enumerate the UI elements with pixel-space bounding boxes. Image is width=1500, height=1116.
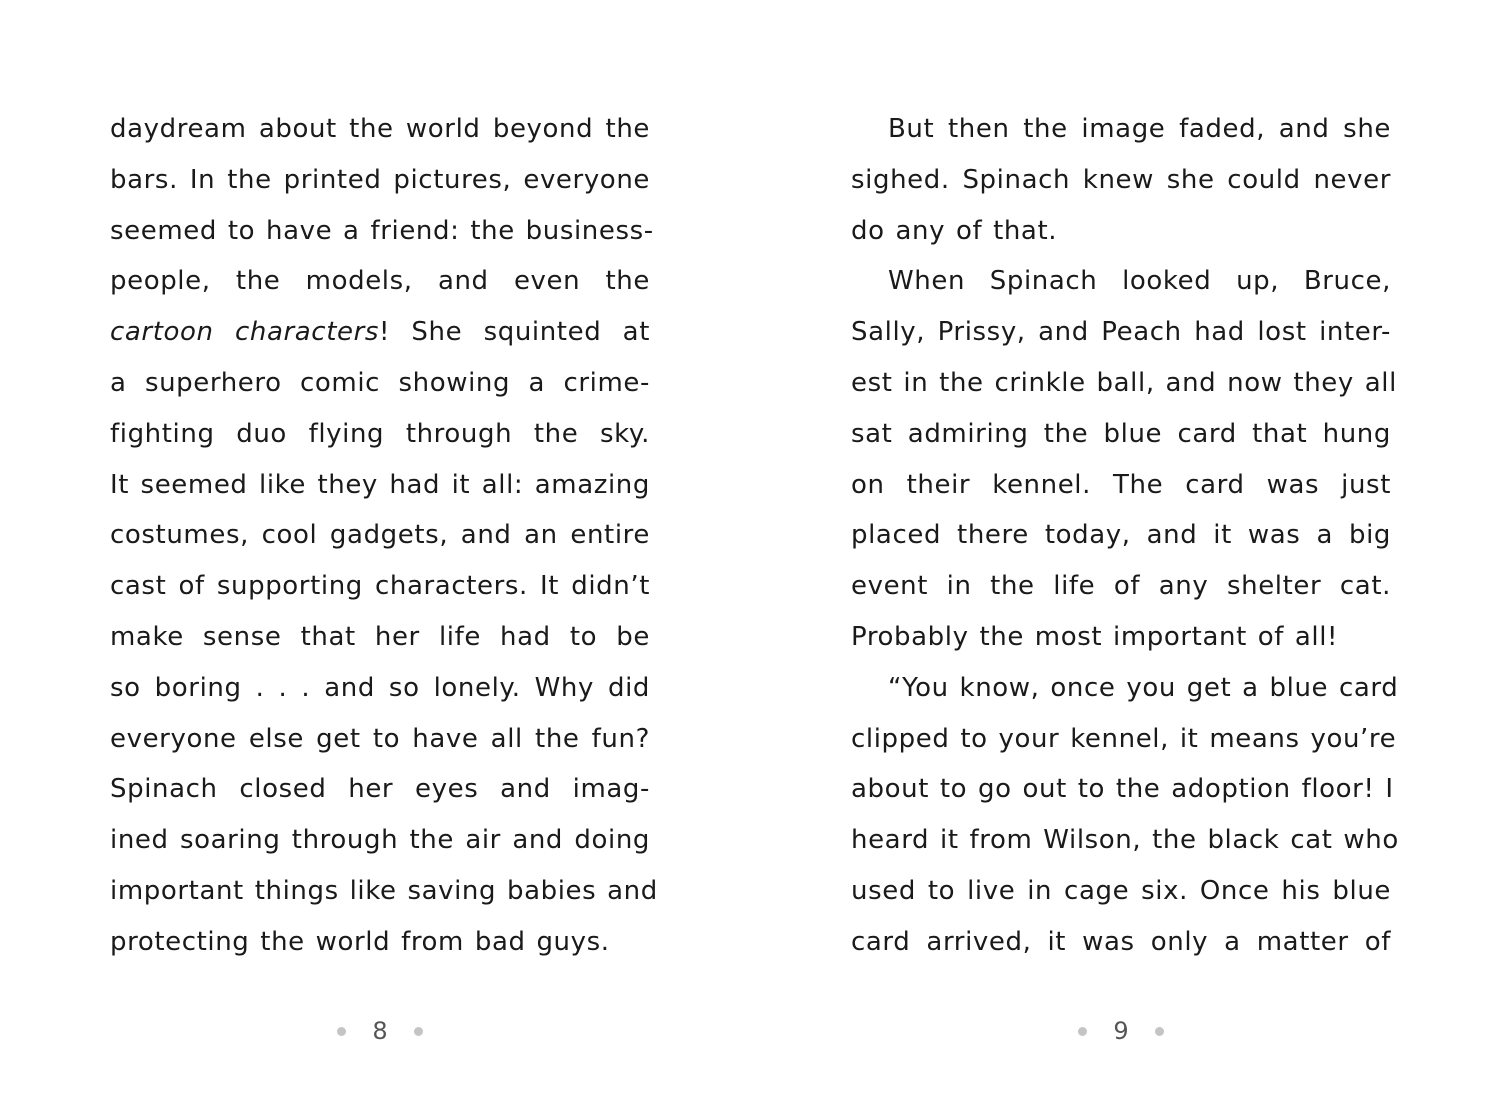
text-line: placed there today, and it was a big (851, 520, 1391, 551)
text-line: everyone else get to have all the fun? (110, 723, 650, 754)
text-line: Sally, Prissy, and Peach had lost inter- (851, 317, 1391, 348)
text-line: protecting the world from bad guys. (110, 926, 610, 957)
left-page-text (110, 104, 658, 968)
text-line: do any of that. (851, 215, 1058, 246)
text-line: on their kennel. The card was just (851, 469, 1391, 500)
italic-phrase: cartoon characters (110, 317, 380, 348)
text-line: Probably the most important of all! (851, 621, 1339, 652)
page-number-footer (851, 1014, 1391, 1048)
text-line: seemed to have a friend: the business- (110, 215, 654, 246)
text-line: “You know, once you get a blue card (888, 672, 1399, 703)
text-fragment: ! She squinted at (379, 317, 650, 348)
text-line: card arrived, it was only a matter of (851, 926, 1391, 957)
text-line: important things like saving babies and (110, 875, 658, 906)
text-line: bars. In the printed pictures, everyone (110, 164, 650, 195)
text-line: daydream about the world beyond the (110, 114, 650, 144)
text-line: event in the life of any shelter cat. (851, 571, 1391, 602)
page-number: 9 (1113, 1017, 1129, 1045)
bullet-dot-icon (1078, 1027, 1087, 1036)
text-line: costumes, cool gadgets, and an entire (110, 520, 650, 551)
text-line: fighting duo flying through the sky. (110, 418, 650, 449)
text-line: cast of supporting characters. It didn’t (110, 571, 650, 602)
text-line: make sense that her life had to be (110, 621, 650, 652)
text-line: It seemed like they had it all: amazing (110, 469, 650, 500)
text-line: a superhero comic showing a crime- (110, 367, 650, 398)
text-line: heard it from Wilson, the black cat who (851, 825, 1399, 856)
text-line: ined soaring through the air and doing (110, 825, 650, 856)
text-line: When Spinach looked up, Bruce, (888, 266, 1391, 297)
text-line (110, 307, 650, 358)
page-number: 8 (372, 1017, 388, 1045)
text-line: sighed. Spinach knew she could never (851, 164, 1391, 195)
page-number-footer (110, 1014, 650, 1048)
right-page (851, 0, 1399, 1116)
text-line: people, the models, and even the (110, 266, 650, 297)
text-line: about to go out to the adoption floor! I (851, 774, 1394, 805)
text-line: est in the crinkle ball, and now they all (851, 367, 1397, 398)
bullet-dot-icon (337, 1027, 346, 1036)
right-page-text (851, 104, 1399, 968)
text-line: clipped to your kennel, it means you’re (851, 723, 1397, 754)
text-line: sat admiring the blue card that hung (851, 418, 1391, 449)
bullet-dot-icon (414, 1027, 423, 1036)
text-line: used to live in cage six. Once his blue (851, 875, 1391, 906)
left-page (110, 0, 658, 1116)
text-line: Spinach closed her eyes and imag- (110, 774, 650, 805)
text-line: But then the image faded, and she (888, 114, 1391, 144)
text-line: so boring . . . and so lonely. Why did (110, 672, 650, 703)
bullet-dot-icon (1155, 1027, 1164, 1036)
